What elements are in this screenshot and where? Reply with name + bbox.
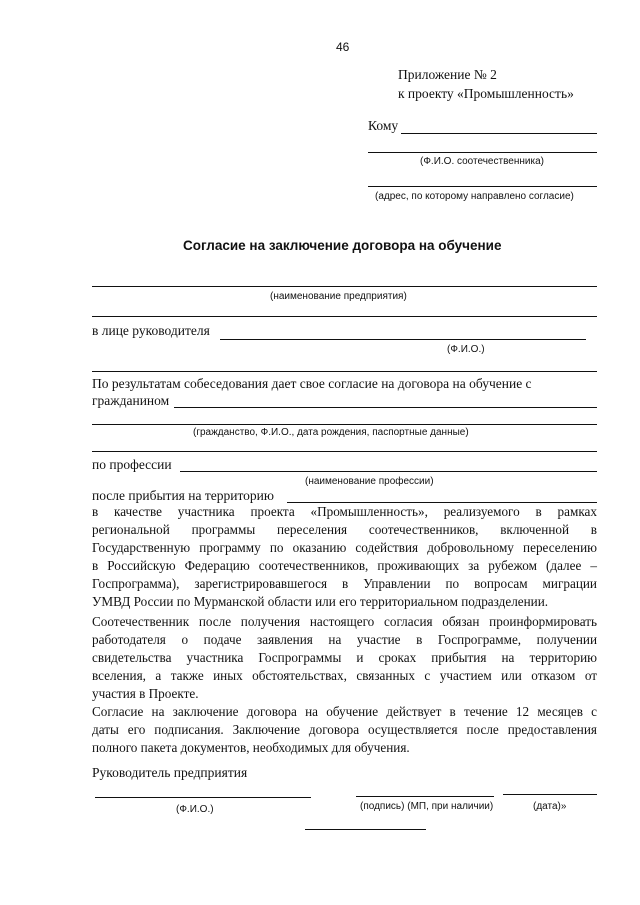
head-line-2 [92, 371, 597, 372]
recipient-fio-caption: (Ф.И.О. соотечественника) [420, 156, 544, 167]
to-label: Кому [368, 118, 399, 133]
p2-line: работодателя о подаче заявления на участие в Госпрограмме, получении [92, 632, 597, 647]
p3-line: Согласие на заключение договора на обучение действует в течение 12 месяцев с [92, 704, 597, 719]
appendix-subtitle: к проекту «Промышленность» [398, 86, 574, 101]
citizen-label: гражданином [92, 393, 170, 408]
p3-line: полного пакета документов, необходимых для обучения. [92, 740, 410, 755]
citizen-line-3 [92, 451, 597, 452]
paragraph-participation [92, 503, 597, 611]
p2-line: участия в Проекте. [92, 686, 199, 701]
signature-date-line [503, 794, 597, 795]
p1-line: в качестве участника проекта «Промышленность», реализуемого в рамках [92, 504, 597, 519]
head-line [220, 339, 586, 340]
arrival-label: после прибытия на территорию [92, 488, 274, 503]
signature-sign-caption: (подпись) (МП, при наличии) [360, 801, 494, 812]
signature-head-label: Руководитель предприятия [92, 765, 248, 780]
signature-sign-line [356, 796, 494, 797]
p2-line: свидетельства участника Госпрограммы и сроках прибытия на территорию [92, 650, 597, 665]
recipient-fio-line [368, 152, 597, 153]
interview-text: По результатам собеседования дает свое согласие на договора на обучение с [92, 376, 532, 391]
enterprise-caption: (наименование предприятия) [270, 291, 407, 302]
signature-fio-line [95, 797, 311, 798]
signature-fio-caption: (Ф.И.О.) [176, 804, 214, 815]
paragraph-obligations [92, 613, 597, 703]
p2-line: вселения, а также иных обстоятельствах, связанных с участием или отказом от [92, 668, 597, 683]
document-title: Согласие на заключение договора на обучение [183, 238, 502, 253]
p1-line: в Российскую Федерацию соотечественников, проживающих за рубежом (далее – [92, 558, 597, 573]
appendix-title: Приложение № 2 [398, 67, 497, 82]
head-fio-caption: (Ф.И.О.) [447, 344, 485, 355]
head-label: в лице руководителя [92, 323, 210, 338]
address-caption: (адрес, по которому направлено согласие) [375, 191, 574, 202]
p1-line: региональной программы переселения соотечественников, включенной в [92, 522, 597, 537]
address-line [368, 186, 597, 187]
profession-label: по профессии [92, 457, 172, 472]
profession-caption: (наименование профессии) [305, 476, 434, 487]
to-line [401, 133, 597, 134]
p2-line: Соотечественник после получения настоящего согласия обязан проинформировать [92, 614, 597, 629]
signature-date-caption: (дата)» [533, 801, 567, 812]
citizen-line-2 [92, 424, 597, 425]
enterprise-line-2 [92, 316, 597, 317]
footer-separator [305, 829, 426, 830]
citizen-line [174, 407, 597, 408]
p1-line: Госпрограмма), зарегистрировавшегося в Управлении по вопросам миграции [92, 576, 597, 591]
paragraph-validity [92, 703, 597, 757]
enterprise-line [92, 286, 597, 287]
profession-line [180, 471, 597, 472]
p3-line: даты его подписания. Заключение договора осуществляется после предоставления [92, 722, 597, 737]
p1-line: Государственную программу по оказанию содействия добровольному переселению [92, 540, 597, 555]
citizen-caption: (гражданство, Ф.И.О., дата рождения, паспортные данные) [193, 427, 469, 438]
page-number: 46 [336, 40, 350, 54]
p1-line: УМВД России по Мурманской области или его территориальном подразделении. [92, 594, 549, 609]
